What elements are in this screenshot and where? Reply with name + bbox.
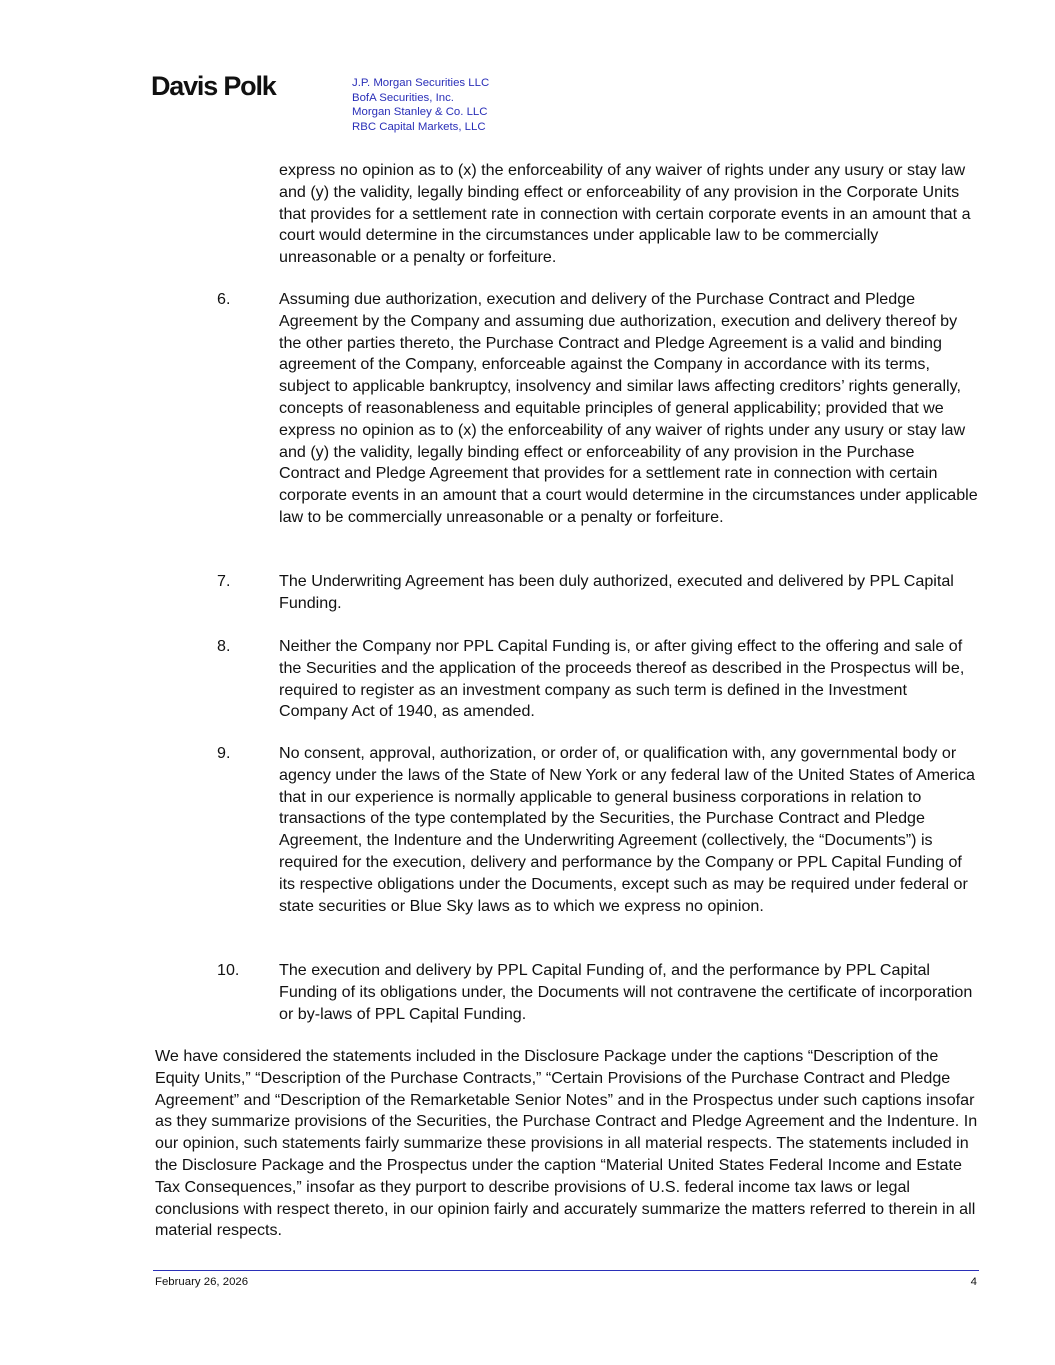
addressee-list (352, 76, 489, 134)
item-text: No consent, approval, authorization, or order of, or qualification with, any governmental body or agency under the laws of the State of New York or any federal law of the United States of America that in our experience is normally applicable to general business corporations in relation to transactions of the type contemplated by the Securities, the Purchase Contract and Pledge Agreement, the Indenture and the Underwriting Agreement (collectively, the “Documents”) is required for the execution, delivery and performance by the Company or PPL Capital Funding of its respective obligations under the Documents, except such as may be required under federal or state securities or Blue Sky laws as to which we express no opinion. (279, 744, 976, 915)
item-number: 9. (217, 744, 231, 762)
addressee: BofA Securities, Inc. (352, 91, 454, 104)
item-text: Assuming due authorization, execution and delivery of the Purchase Contract and Pledge Agreement by the Company and assuming due authorization, execution and delivery thereof by the other parties thereto, the Purchase Contract and Pledge Agreement is a valid and binding agreement of the Company, enforceable against the Company in accordance with its terms, subject to applicable bankruptcy, insolvency and similar laws affecting creditors’ rights generally, concepts of reasonableness and equitable principles of general applicability; provided that we express no opinion as to (x) the enforceability of any waiver of rights under any usury or stay law and (y) the validity, legally binding effect or enforceability of any provision in the Purchase Contract and Pledge Agreement that provides for a settlement rate in connection with certain corporate events in an amount that a court would determine in the circumstances under applicable law to be commercially unreasonable or a penalty or forfeiture. (279, 290, 978, 526)
closing-paragraph: We have considered the statements included in the Disclosure Package under the captions “Description of the Equity Units,” “Description of the Purchase Contracts,” “Certain Provisions of the Purchase Contract and Pledge Agreement” and “Description of the Remarketable Senior Notes” and in the Prospectus under such captions insofar as they summarize provisions of the Securities, the Purchase Contract and Pledge Agreement and the Indenture. In our opinion, such statements fairly summarize these provisions in all material respects. The statements included in the Disclosure Package and the Prospectus under the caption “Material United States Federal Income and Estate Tax Consequences,” insofar as they purport to describe provisions of U.S. federal income tax laws or legal conclusions with respect thereto, in our opinion fairly and accurately summarize the matters referred to therein in all material respects. (155, 1047, 978, 1240)
item-text: The execution and delivery by PPL Capital Funding of, and the performance by PPL Capital Funding of its obligations under, the Documents will not contravene the certificate of incorporation or by-laws of PPL Capital Funding. (279, 961, 973, 1023)
footer-date: February 26, 2026 (155, 1276, 249, 1288)
item-number: 6. (217, 290, 231, 308)
item-number: 10. (217, 961, 240, 979)
item-number: 8. (217, 637, 231, 655)
page-number: 4 (970, 1276, 977, 1288)
addressee: Morgan Stanley & Co. LLC (352, 106, 488, 118)
addressee: RBC Capital Markets, LLC (352, 120, 486, 133)
item-number: 7. (217, 572, 231, 590)
davis-polk-logo: Davis Polk (151, 71, 276, 101)
item-text: The Underwriting Agreement has been duly authorized, executed and delivered by PPL Capital Funding. (279, 572, 954, 612)
footer-divider (153, 1270, 979, 1271)
addressee: J.P. Morgan Securities LLC (352, 77, 490, 89)
continuation-paragraph: express no opinion as to (x) the enforceability of any waiver of rights under any usury or stay law and (y) the validity, legally binding effect or enforceability of any provision in the Corporate Units that provides for a settlement rate in connection with certain corporate events in an amount that a court would determine in the circumstances under applicable law to be commercially unreasonable or a penalty or forfeiture. (279, 161, 971, 267)
item-text: Neither the Company nor PPL Capital Funding is, or after giving effect to the offering and sale of the Securities and the application of the proceeds thereof as described in the Prospectus will be, required to register as an investment company as such term is defined in the Investment Company Act of 1940, as amended. (279, 637, 965, 721)
